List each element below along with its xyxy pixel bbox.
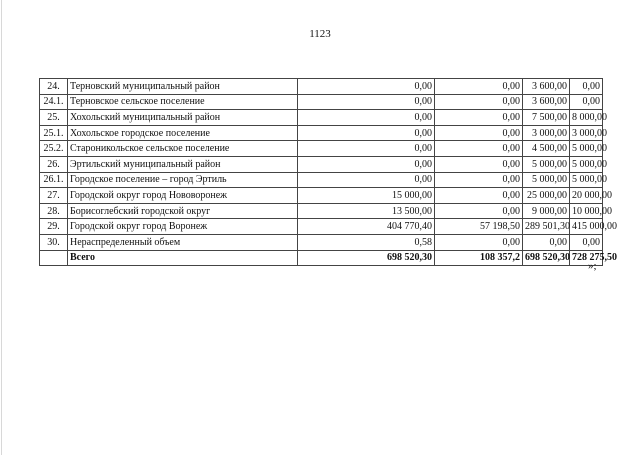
closing-quote-mark: »;	[588, 260, 597, 272]
table-body	[40, 79, 617, 266]
total-value-col-1-cell: 698 520,30	[298, 250, 435, 266]
table-row	[40, 234, 603, 250]
value-col-2-cell: 0,00	[435, 172, 523, 188]
value-col-4-cell: 0,00	[570, 79, 603, 95]
table-row	[40, 110, 603, 126]
value-col-2-cell: 0,00	[435, 234, 523, 250]
value-col-1-cell: 0,00	[298, 79, 435, 95]
value-col-4-cell: 5 000,00	[570, 141, 603, 157]
value-col-1-cell: 0,00	[298, 172, 435, 188]
total-value-col-2-cell: 108 357,2	[435, 250, 523, 266]
value-col-4-cell: 8 000,00	[570, 110, 603, 126]
value-col-2-cell: 0,00	[435, 94, 523, 110]
value-col-2-cell: 0,00	[435, 188, 523, 204]
municipality-name-cell: Городской округ город Нововоронеж	[68, 188, 298, 204]
municipality-name-cell: Эртильский муниципальный район	[68, 156, 298, 172]
value-col-4-cell: 20 000,00	[570, 188, 603, 204]
value-col-4-cell: 0,00	[570, 234, 603, 250]
value-col-2-cell: 57 198,50	[435, 219, 523, 235]
value-col-1-cell: 0,00	[298, 141, 435, 157]
value-col-4-cell: 415 000,00	[570, 219, 603, 235]
total-municipality-name-cell: Всего	[68, 250, 298, 266]
row-number-cell: 25.	[40, 110, 68, 126]
row-number-cell: 28.	[40, 203, 68, 219]
value-col-4-cell: 10 000,00	[570, 203, 603, 219]
row-number-cell: 24.	[40, 79, 68, 95]
row-number-cell: 26.	[40, 156, 68, 172]
value-col-3-cell: 9 000,00	[523, 203, 570, 219]
value-col-1-cell: 0,00	[298, 125, 435, 141]
table-row	[40, 94, 603, 110]
value-col-3-cell: 289 501,30	[523, 219, 570, 235]
page-number: 1123	[309, 28, 331, 40]
row-number-cell: 27.	[40, 188, 68, 204]
value-col-3-cell: 4 500,00	[523, 141, 570, 157]
row-number-cell: 30.	[40, 234, 68, 250]
table-row	[40, 79, 603, 95]
municipality-name-cell: Нераспределенный объем	[68, 234, 298, 250]
value-col-2-cell: 0,00	[435, 125, 523, 141]
value-col-1-cell: 0,00	[298, 156, 435, 172]
value-col-2-cell: 0,00	[435, 203, 523, 219]
table-row	[40, 156, 603, 172]
value-col-2-cell: 0,00	[435, 110, 523, 126]
value-col-2-cell: 0,00	[435, 156, 523, 172]
row-number-cell: 24.1.	[40, 94, 68, 110]
value-col-2-cell: 0,00	[435, 141, 523, 157]
row-number-cell: 26.1.	[40, 172, 68, 188]
value-col-1-cell: 0,58	[298, 234, 435, 250]
table-row	[40, 141, 603, 157]
table-row	[40, 172, 603, 188]
municipality-name-cell: Староникольское сельское поселение	[68, 141, 298, 157]
value-col-1-cell: 13 500,00	[298, 203, 435, 219]
value-col-4-cell: 0,00	[570, 94, 603, 110]
value-col-3-cell: 7 500,00	[523, 110, 570, 126]
budget-table	[39, 78, 617, 266]
value-col-3-cell: 5 000,00	[523, 172, 570, 188]
value-col-4-cell: 5 000,00	[570, 156, 603, 172]
row-number-cell: 25.1.	[40, 125, 68, 141]
value-col-2-cell: 0,00	[435, 79, 523, 95]
value-col-1-cell: 404 770,40	[298, 219, 435, 235]
total-value-col-4-cell: 728 275,50	[570, 250, 603, 266]
table-row	[40, 188, 603, 204]
value-col-1-cell: 0,00	[298, 94, 435, 110]
total-value-col-3-cell: 698 520,30	[523, 250, 570, 266]
row-number-cell: 29.	[40, 219, 68, 235]
scan-edge-line	[1, 0, 2, 455]
value-col-1-cell: 0,00	[298, 110, 435, 126]
value-col-3-cell: 3 600,00	[523, 79, 570, 95]
value-col-3-cell: 25 000,00	[523, 188, 570, 204]
total-row-number-cell	[40, 250, 68, 266]
total-row	[40, 250, 603, 266]
value-col-1-cell: 15 000,00	[298, 188, 435, 204]
municipality-name-cell: Хохольское городское поселение	[68, 125, 298, 141]
municipality-name-cell: Хохольский муниципальный район	[68, 110, 298, 126]
table-row	[40, 203, 603, 219]
value-col-3-cell: 5 000,00	[523, 156, 570, 172]
municipality-name-cell: Борисоглебский городской округ	[68, 203, 298, 219]
row-number-cell: 25.2.	[40, 141, 68, 157]
table-row	[40, 125, 603, 141]
value-col-4-cell: 5 000,00	[570, 172, 603, 188]
municipality-name-cell: Городское поселение – город Эртиль	[68, 172, 298, 188]
municipality-name-cell: Терновский муниципальный район	[68, 79, 298, 95]
value-col-4-cell: 3 000,00	[570, 125, 603, 141]
municipality-name-cell: Городской округ город Воронеж	[68, 219, 298, 235]
value-col-3-cell: 0,00	[523, 234, 570, 250]
municipality-name-cell: Терновское сельское поселение	[68, 94, 298, 110]
table-row	[40, 219, 603, 235]
value-col-3-cell: 3 000,00	[523, 125, 570, 141]
value-col-3-cell: 3 600,00	[523, 94, 570, 110]
